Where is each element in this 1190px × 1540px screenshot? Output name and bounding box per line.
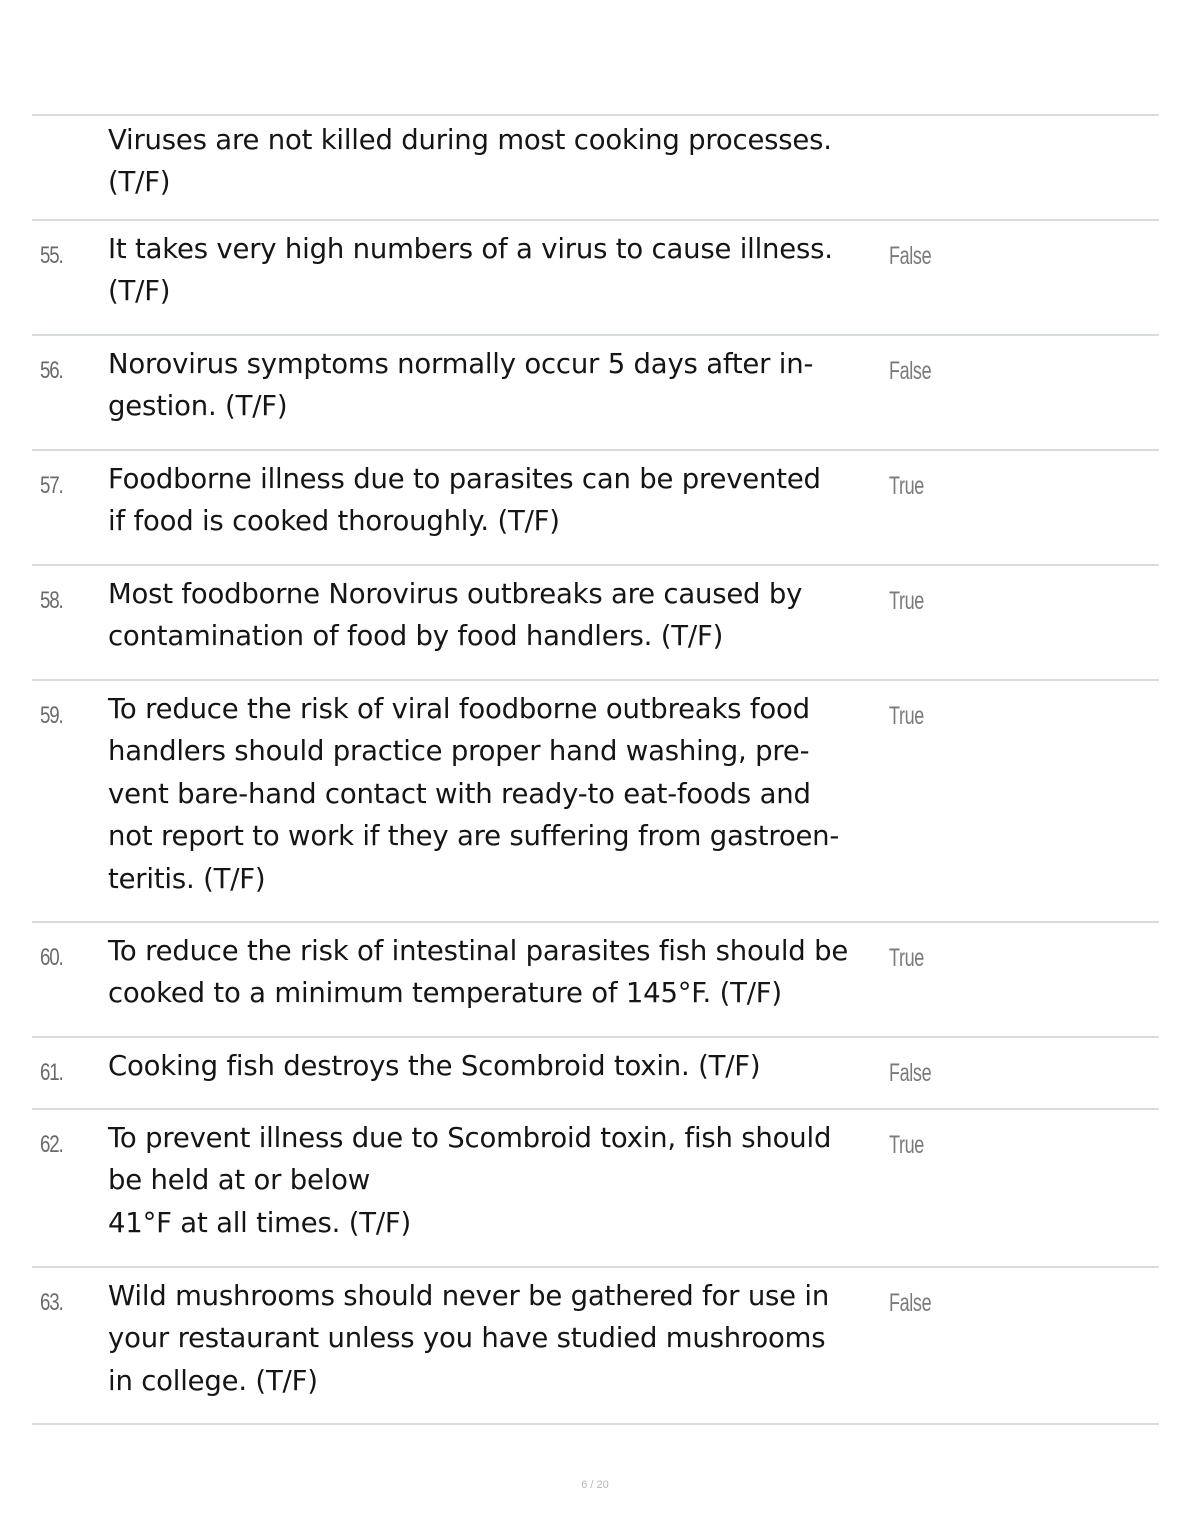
questions-table bbox=[32, 114, 1159, 1425]
question-text-line: contamination of food by food handlers. (T/F) bbox=[108, 620, 724, 653]
question-text bbox=[108, 1117, 888, 1244]
question-text-line: (T/F) bbox=[108, 275, 171, 308]
page-indicator: 6 / 20 bbox=[581, 1479, 609, 1491]
question-text-line: To reduce the risk of intestinal parasites fish should be bbox=[108, 935, 849, 967]
question-text-line: 41°F at all times. (T/F) bbox=[108, 1206, 412, 1239]
question-text-line: Cooking fish destroys the Scombroid toxin. (T/F) bbox=[108, 1050, 761, 1082]
question-text-line: It takes very high numbers of a virus to cause illness. bbox=[108, 233, 833, 265]
question-text bbox=[108, 930, 888, 1015]
question-text-line: vent bare-hand contact with ready-to eat-foods and bbox=[108, 777, 811, 810]
question-text-line: teritis. (T/F) bbox=[108, 862, 266, 895]
answer-label: True bbox=[889, 944, 924, 972]
question-row bbox=[32, 1038, 1159, 1110]
answer-label: True bbox=[889, 702, 924, 730]
answer-label: True bbox=[889, 472, 924, 500]
question-row bbox=[32, 221, 1159, 336]
answer-label: True bbox=[889, 1131, 924, 1159]
question-row bbox=[32, 923, 1159, 1038]
answer-label: True bbox=[889, 587, 924, 615]
question-row bbox=[32, 451, 1159, 566]
question-number: 55. bbox=[40, 242, 63, 269]
question-text-line: Norovirus symptoms normally occur 5 days after in- bbox=[108, 348, 814, 380]
question-text bbox=[108, 1045, 888, 1087]
question-number: 62. bbox=[40, 1131, 63, 1158]
question-text bbox=[108, 119, 888, 204]
question-number: 60. bbox=[40, 944, 63, 971]
answer-label: False bbox=[889, 242, 932, 270]
question-text-line: handlers should practice proper hand washing, pre- bbox=[108, 735, 810, 768]
question-text-line: in college. (T/F) bbox=[108, 1364, 318, 1397]
question-text bbox=[108, 688, 888, 900]
question-number: 63. bbox=[40, 1289, 63, 1316]
question-text-line: Wild mushrooms should never be gathered for use in bbox=[108, 1280, 830, 1312]
question-number: 59. bbox=[40, 702, 63, 729]
question-row bbox=[32, 681, 1159, 923]
question-row bbox=[32, 336, 1159, 451]
question-text bbox=[108, 228, 888, 313]
question-text-line: not report to work if they are suffering from gastroen- bbox=[108, 820, 840, 853]
question-text-line: Foodborne illness due to parasites can be prevented bbox=[108, 463, 821, 495]
question-number: 56. bbox=[40, 357, 63, 384]
answer-label: False bbox=[889, 1289, 932, 1317]
question-row bbox=[32, 1268, 1159, 1425]
question-number: 57. bbox=[40, 472, 63, 499]
question-text-line: be held at or below bbox=[108, 1164, 371, 1197]
question-text-line: gestion. (T/F) bbox=[108, 390, 288, 423]
question-text bbox=[108, 573, 888, 658]
question-number: 61. bbox=[40, 1059, 63, 1086]
question-text-line: (T/F) bbox=[108, 166, 171, 199]
question-text-line: Most foodborne Norovirus outbreaks are caused by bbox=[108, 578, 803, 610]
question-row bbox=[32, 566, 1159, 681]
question-text-line: To reduce the risk of viral foodborne outbreaks food bbox=[108, 693, 810, 725]
question-text-line: To prevent illness due to Scombroid toxin, fish should bbox=[108, 1122, 832, 1154]
question-row bbox=[32, 1110, 1159, 1268]
question-number: 58. bbox=[40, 587, 63, 614]
question-text-line: if food is cooked thoroughly. (T/F) bbox=[108, 505, 560, 538]
answer-label: False bbox=[889, 357, 932, 385]
question-text bbox=[108, 458, 888, 543]
question-text-line: your restaurant unless you have studied mushrooms bbox=[108, 1322, 826, 1355]
answer-label: False bbox=[889, 1059, 932, 1087]
question-text-line: Viruses are not killed during most cooking processes. bbox=[108, 124, 832, 156]
question-row bbox=[32, 116, 1159, 221]
question-text bbox=[108, 1275, 888, 1402]
question-text-line: cooked to a minimum temperature of 145°F. (T/F) bbox=[108, 977, 782, 1010]
question-text bbox=[108, 343, 888, 428]
